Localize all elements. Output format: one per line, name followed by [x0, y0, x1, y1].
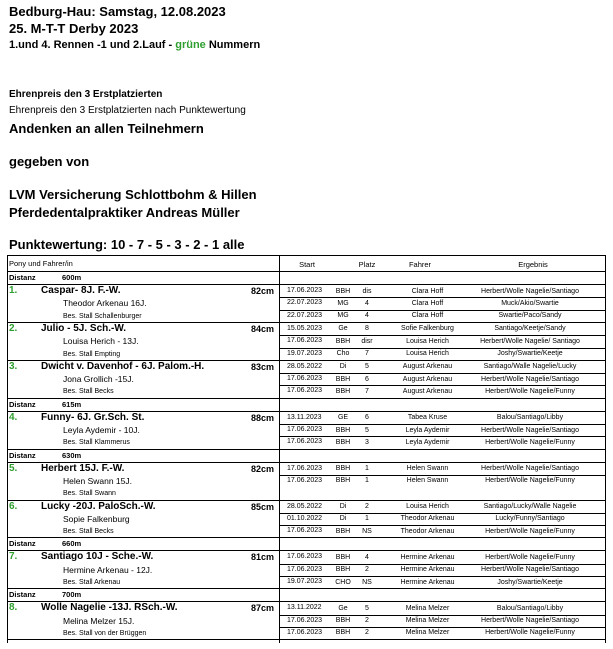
result-fahrer: Sofie Falkenburg	[401, 325, 454, 333]
result-start: BBH	[335, 287, 351, 295]
result-ergebnis: Herbert/Wolle Nagelie/Funny	[485, 527, 575, 535]
result-start: Di	[339, 503, 347, 510]
result-date: 28.05.2022	[287, 362, 323, 370]
stable-owner: Bes. Stall Schallenburger	[63, 312, 142, 320]
result-fahrer: Melina Melzer	[405, 617, 450, 625]
pony-height: 87cm	[251, 603, 275, 614]
result-platz: 5	[365, 426, 369, 434]
result-platz: 5	[365, 604, 369, 612]
result-ergebnis: Lucky/Funny/Santiago	[495, 515, 565, 523]
result-ergebnis: Balou/Santiago/Libby	[496, 604, 564, 612]
result-fahrer: August Arkenau	[402, 387, 453, 395]
result-start: Di	[339, 515, 347, 523]
entry-rule	[7, 588, 606, 589]
pony-name: Wolle Nagelie -13J. RSch.-W.	[41, 602, 178, 614]
result-start: BBH	[335, 426, 351, 434]
result-platz: 1	[365, 515, 369, 523]
result-fahrer: Leyla Aydemir	[405, 426, 450, 434]
result-date: 13.11.2023	[287, 413, 322, 421]
result-platz: 2	[365, 503, 369, 510]
result-date: 19.07.2023	[287, 349, 323, 357]
result-fahrer: Theodor Arkenau	[400, 527, 455, 535]
result-date: 17.06.2023	[287, 426, 323, 433]
event-title: Bedburg-Hau: Samstag, 12.08.2023	[9, 4, 226, 19]
result-date: 17.06.2023	[287, 287, 323, 294]
result-ergebnis: Herbert/Wolle Nagelie/Santiago	[481, 287, 579, 295]
rider-name: Hermine Arkenau - 12J.	[63, 564, 153, 575]
rider-name: Sopie Falkenburg	[63, 513, 130, 524]
sponsor-1: LVM Versicherung Schlottbohm & Hillen	[9, 187, 257, 202]
result-ergebnis: Joshy/Swartie/Keetje	[497, 350, 563, 357]
result-start: BBH	[335, 387, 351, 395]
table-top-border	[7, 255, 606, 256]
races-green-word: grüne	[175, 39, 206, 51]
result-date: 17.06.2023	[287, 438, 323, 446]
result-platz: disr	[361, 337, 373, 345]
points-scheme: Punktewertung: 10 - 7 - 5 - 3 - 2 - 1 alle	[9, 237, 245, 252]
result-fahrer: Louisa Herich	[406, 503, 449, 510]
entry-number: 5.	[9, 462, 18, 474]
header-start: Start	[299, 260, 315, 269]
result-fahrer: Louisa Herich	[406, 350, 449, 357]
result-start: Di	[339, 363, 347, 371]
entry-rule	[7, 537, 606, 538]
pony-name: Julio - 5J. Sch.-W.	[41, 322, 127, 334]
result-fahrer: Clara Hoff	[411, 312, 444, 320]
result-date: 28.05.2022	[287, 502, 323, 510]
rider-name: Jona Grollich -15J.	[63, 374, 134, 385]
result-fahrer: Clara Hoff	[411, 287, 444, 295]
result-platz: 5	[365, 363, 369, 371]
result-ergebnis: Muck/Akio/Swartie	[501, 299, 559, 307]
result-start: BBH	[335, 337, 351, 345]
header-fahrer: Fahrer	[408, 260, 432, 269]
stable-owner: Bes. Stall Arkenau	[63, 579, 121, 586]
result-start: BBH	[335, 438, 351, 446]
results-table	[7, 255, 606, 643]
result-start: Ge	[338, 604, 348, 612]
souvenir-note: Andenken an allen Teilnehmern	[9, 121, 204, 136]
result-date: 17.06.2023	[287, 464, 323, 472]
entry-number: 6.	[9, 500, 18, 512]
result-platz: 3	[365, 438, 369, 446]
rider-name: Louisa Herich - 13J.	[63, 336, 139, 347]
result-fahrer: Helen Swann	[406, 465, 449, 473]
result-fahrer: Helen Swann	[406, 477, 449, 485]
distance-value: 700m	[62, 590, 82, 600]
entry-number: 1.	[9, 285, 18, 296]
result-date: 15.05.2023	[287, 324, 323, 332]
distance-label: Distanz	[9, 450, 36, 460]
result-start: MG	[337, 312, 349, 320]
result-platz: 4	[365, 312, 369, 320]
result-start: BBH	[335, 465, 351, 473]
distance-label: Distanz	[9, 539, 36, 549]
given-by: gegeben von	[9, 154, 90, 169]
result-ergebnis: Herbert/Wolle Nagelie/Funny	[485, 477, 575, 485]
result-ergebnis: Herbert/Wolle Nagelie/Funny	[485, 553, 575, 561]
result-date: 19.07.2023	[287, 578, 323, 585]
result-platz: 8	[365, 325, 369, 333]
result-ergebnis: Herbert/Wolle Nagelie/Santiago	[481, 566, 579, 574]
pony-name: Santiago 10J - Sche.-W.	[41, 551, 154, 563]
result-date: 13.11.2022	[287, 604, 322, 612]
result-platz: 7	[365, 387, 369, 395]
header-ergebnis: Ergebnis	[518, 260, 548, 269]
pony-height: 84cm	[251, 323, 275, 334]
result-platz: 7	[365, 350, 369, 357]
result-fahrer: Theodor Arkenau	[400, 515, 455, 523]
result-ergebnis: Herbert/Wolle Nagelie/Santiago	[481, 465, 579, 473]
result-platz: 1	[365, 477, 369, 485]
result-date: 17.06.2023	[287, 476, 323, 484]
result-platz: 1	[365, 465, 369, 473]
result-ergebnis: Balou/Santiago/Libby	[496, 414, 564, 422]
result-date: 17.06.2023	[287, 628, 323, 636]
stable-owner: Bes. Stall Becks	[63, 528, 114, 536]
result-start: BBH	[335, 617, 351, 625]
result-start: CHO	[335, 578, 351, 586]
result-platz: dis	[362, 287, 372, 295]
result-ergebnis: Santiago/Lucky/Walle Nagelie	[483, 503, 577, 510]
header-bottom-rule	[7, 271, 606, 272]
result-fahrer: Hermine Arkenau	[400, 578, 455, 586]
distance-label: Distanz	[9, 399, 36, 409]
races-prefix: 1.und 4. Rennen -1 und 2.Lauf -	[9, 39, 176, 51]
result-platz: 6	[365, 414, 369, 422]
distance-label: Distanz	[9, 590, 36, 600]
result-ergebnis: Herbert/Wolle Nagelie/Funny	[485, 387, 575, 395]
pony-name: Lucky -20J. PaloSch.-W.	[41, 500, 156, 512]
result-date: 17.06.2023	[287, 387, 323, 395]
result-start: BBH	[335, 375, 351, 383]
result-platz: NS	[362, 527, 372, 535]
result-ergebnis: Herbert/Wolle Nagelie/Funny	[485, 629, 575, 637]
races-note	[9, 39, 260, 51]
result-fahrer: August Arkenau	[402, 375, 453, 383]
races-suffix: Nummern	[205, 39, 261, 51]
event-subtitle: 25. M-T-T Derby 2023	[9, 21, 139, 36]
result-fahrer: Leyla Aydemir	[405, 438, 450, 446]
distance-value: 600m	[62, 273, 82, 282]
result-date: 01.10.2022	[287, 514, 323, 522]
result-platz: 2	[365, 566, 369, 574]
result-ergebnis: Herbert/Wolle Nagelie/Santiago	[481, 375, 579, 383]
header-platz: Platz	[358, 260, 376, 269]
entry-rule	[7, 639, 606, 640]
stable-owner: Bes. Stall Swann	[63, 490, 116, 498]
result-start: MG	[337, 299, 349, 307]
result-fahrer: Tabea Kruse	[407, 414, 448, 422]
result-start: BBH	[335, 527, 351, 535]
result-date: 22.07.2023	[287, 299, 323, 307]
result-ergebnis: Herbert/Wolle Nagelie/ Santiago	[480, 337, 580, 345]
pony-height: 88cm	[251, 412, 275, 423]
pony-name: Funny- 6J. Gr.Sch. St.	[41, 411, 145, 423]
rider-name: Leyla Aydemir - 10J.	[63, 425, 140, 435]
stable-owner: Bes. Stall Klammerus	[63, 439, 130, 447]
entry-number: 4.	[9, 411, 18, 423]
stable-owner: Bes. Stall Empting	[63, 350, 121, 358]
entry-number: 3.	[9, 360, 18, 372]
entry-number: 7.	[9, 551, 18, 563]
result-fahrer: Clara Hoff	[411, 299, 444, 307]
result-date: 22.07.2023	[287, 311, 323, 319]
result-ergebnis: Swartie/Paco/Sandy	[498, 312, 562, 320]
result-date: 17.06.2023	[287, 375, 323, 383]
result-date: 17.06.2023	[287, 553, 323, 561]
header-pony: Pony und Fahrer/in	[9, 259, 73, 268]
result-fahrer: Hermine Arkenau	[400, 566, 455, 574]
stable-owner: Bes. Stall Becks	[63, 388, 114, 396]
result-start: BBH	[335, 477, 351, 485]
entry-number: 2.	[9, 322, 18, 334]
result-start: Cho	[336, 350, 350, 357]
result-ergebnis: Santiago/Keetje/Sandy	[494, 325, 566, 333]
result-date: 17.06.2023	[287, 337, 323, 345]
prize-title: Ehrenpreis den 3 Erstplatzierten	[9, 89, 163, 100]
entry-number: 8.	[9, 602, 18, 614]
result-platz: 4	[365, 299, 369, 307]
result-start: GE	[337, 414, 349, 422]
result-fahrer: Melina Melzer	[405, 629, 450, 637]
result-start: Ge	[338, 325, 348, 333]
prize-description: Ehrenpreis den 3 Erstplatzierten nach Punktewertung	[9, 105, 246, 116]
distance-value: 630m	[62, 450, 82, 460]
rider-name: Melina Melzer 15J.	[63, 615, 135, 626]
pony-height: 82cm	[251, 463, 275, 474]
result-ergebnis: Herbert/Wolle Nagelie/Funny	[485, 438, 575, 446]
result-date: 17.06.2023	[287, 565, 323, 573]
result-ergebnis: Santiago/Walle Nagelie/Lucky	[483, 363, 577, 371]
rider-name: Helen Swann 15J.	[63, 475, 132, 486]
result-start: BBH	[335, 553, 351, 561]
result-ergebnis: Herbert/Wolle Nagelie/Santiago	[481, 617, 579, 625]
pony-name: Caspar- 8J. F.-W.	[41, 285, 121, 296]
result-platz: 4	[365, 553, 369, 561]
rider-name: Theodor Arkenau 16J.	[63, 298, 147, 309]
result-platz: 6	[365, 375, 369, 383]
result-platz: 2	[365, 617, 369, 625]
pony-height: 82cm	[251, 286, 275, 296]
stable-owner: Bes. Stall von der Brüggen	[63, 629, 147, 637]
pony-name: Dwicht v. Davenhof - 6J. Palom.-H.	[41, 360, 205, 372]
pony-height: 83cm	[251, 361, 275, 372]
sponsor-2: Pferdedentalpraktiker Andreas Müller	[9, 205, 240, 220]
result-ergebnis: Herbert/Wolle Nagelie/Santiago	[481, 426, 579, 434]
result-platz: 2	[365, 629, 369, 637]
result-platz: NS	[362, 578, 372, 586]
result-fahrer: Louisa Herich	[406, 337, 449, 345]
distance-label: Distanz	[9, 273, 36, 282]
entry-rule	[7, 398, 606, 399]
result-fahrer: Melina Melzer	[405, 604, 450, 612]
entry-rule	[7, 449, 606, 450]
result-date: 17.06.2023	[287, 527, 323, 535]
pony-height: 85cm	[251, 501, 275, 512]
result-date: 17.06.2023	[287, 616, 323, 624]
result-start: BBH	[335, 566, 351, 574]
distance-value: 660m	[62, 539, 82, 549]
result-start: BBH	[335, 629, 351, 637]
result-fahrer: August Arkenau	[402, 363, 453, 371]
distance-value: 615m	[62, 399, 82, 409]
pony-name: Herbert 15J. F.-W.	[41, 462, 125, 474]
pony-height: 81cm	[251, 552, 275, 563]
result-fahrer: Hermine Arkenau	[400, 553, 455, 561]
result-ergebnis: Joshy/Swartie/Keetje	[497, 578, 563, 586]
